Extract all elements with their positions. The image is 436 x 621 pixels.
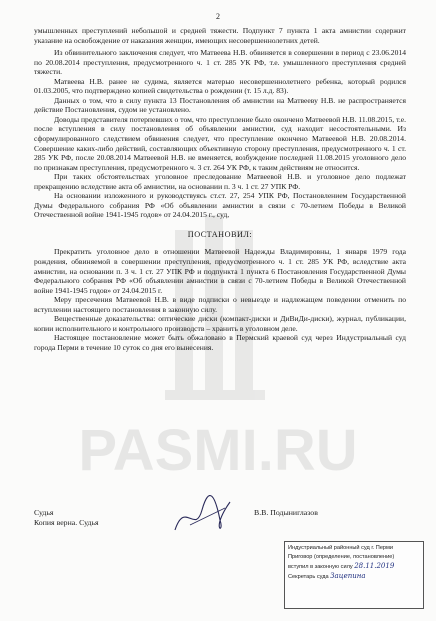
- resolution-paragraph: Настоящее постановление может быть обжаловано в Пермский краевой суд через Индустриальный суд города Перми в течение 10 суток со дня его вынесения.: [34, 333, 406, 352]
- handwritten-signature: [170, 490, 240, 540]
- stamp-effective-label: вступил в законную силу: [288, 564, 353, 570]
- judge-name: В.В. Подыниглазов: [254, 508, 318, 517]
- stamp-document-type: Приговор (определение, постановление): [288, 554, 395, 560]
- paragraph: Матвеева Н.В. ранее не судима, является матерью несовершеннолетнего ребенка, который родился 01.03.2005, что подтверждено копией свидетельства о рождении (т. 15 л.д. 83).: [34, 76, 406, 96]
- stamp-secretary-label: Секретарь суда: [288, 574, 329, 580]
- stamp-secretary-row: [288, 572, 420, 582]
- resolution-paragraph: Вещественные доказательства: оптические диски (компакт-диски и ДиВиДи-диски), журнал, публикации, копии исполнительного и контрольного производств – хранить в уголовном деле.: [34, 314, 406, 333]
- paragraph: Доводы представителя потерпевших о том, что преступление было окончено Матвеевой Н.В. 11.08.2015, т.е. после вступления в силу постановления об объявлении амнистии, суд находит несостоятельными. Из сформулированного следствием обвинения следует, что преступление окончено Матвеевой Н.В. 20.08.2014. Совершение каких-либо действий, составляющих объективную сторону преступления, предусмотренного ч. 1 ст. 285 УК РФ, после 20.08.2014 Матвеевой Н.В. не вменяется, возбуждение последней 11.08.2015 уголовного дело по признакам преступления, предусмотренного ч. 3 ст. 264 УК РФ, к таким действиям не относится.: [34, 114, 406, 172]
- stamp-secretary-signature: Зацепина: [330, 572, 366, 580]
- stamp-court-name: Индустриальный районный суд г. Перми: [288, 545, 394, 551]
- court-stamp: [284, 541, 424, 609]
- watermark-text: PASMI.RU: [78, 418, 358, 483]
- paragraph: умышленных преступлений небольшой и средней тяжести. Подпункт 7 пункта 1 акта амнистии содержит указание на освобождение от наказания женщин, имеющих несовершеннолетних детей.: [34, 26, 406, 45]
- copy-verified-label: Копия верна. Судья: [34, 518, 99, 527]
- resolution-paragraph: Прекратить уголовное дело в отношении Матвеевой Надежды Владимировны, 1 января 1979 года рождения, обвиняемой в совершении преступления, предусмотренного ч. 1 ст. 285 УК РФ, вследствие акта амнистии, на основании п. 3 ч. 1 ст. 27 УПК РФ и подпункта 1 пункта 6 Постановления Государственной Думы Федерального собрания РФ «Об объявлении амнистии в связи с 70-летием Победы в Великой Отечественной войне 1941-1945 годов» от 24.04.2015 г.: [34, 247, 406, 295]
- document-body: [34, 26, 406, 353]
- stamp-effective-date-row: [288, 562, 420, 572]
- section-heading: ПОСТАНОВИЛ:: [187, 229, 253, 239]
- page-number: 2: [216, 12, 220, 21]
- judge-label: Судья: [34, 508, 54, 517]
- stamp-effective-date: 28.11.2019: [354, 562, 395, 570]
- paragraph: При таких обстоятельствах уголовное преследование Матвеевой Н.В. и уголовное дело подлежат прекращению вследствие акта об амнистии, на основании п. 3 ч. 1 ст. 27 УПК РФ.: [34, 172, 406, 191]
- resolution-paragraph: Меру пресечения Матвеевой Н.В. в виде подписки о невыезде и надлежащем поведении отменить по вступлении настоящего постановления в законную силу.: [34, 295, 406, 314]
- paragraph: На основании изложенного и руководствуясь ст.ст. 27, 254 УПК РФ, Постановлением Государственной Думы Федерального собрания РФ «Об объявлении амнистии в связи с 70-летием Победы в Великой Отечественной войне 1941-1945 годов» от 24.04.2015 г., суд,: [34, 191, 406, 220]
- paragraph: Из обвинительного заключения следует, что Матвеева Н.В. обвиняется в совершении в период с 23.06.2014 по 20.08.2014 преступления, предусмотренного ч. 1 ст. 285 УК РФ, т.е. умышленного преступления средней тяжести.: [34, 48, 406, 77]
- paragraph: Данных о том, что в силу пункта 13 Постановления об амнистии на Матвееву Н.В. не распространяется действие Постановления, судом не установлено.: [34, 95, 406, 115]
